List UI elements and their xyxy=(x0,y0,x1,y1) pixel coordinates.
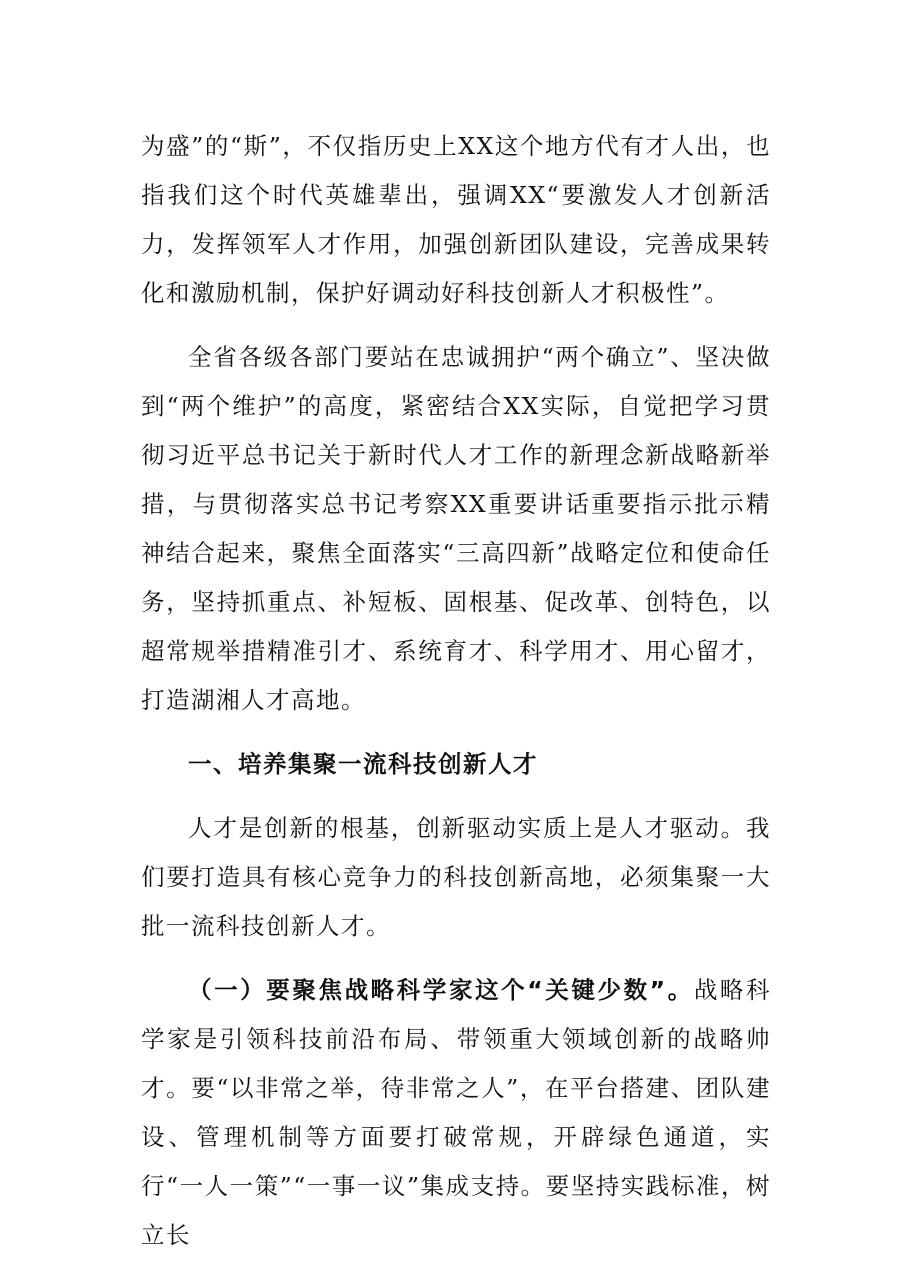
paragraph-provincial-departments: 全省各级各部门要站在忠诚拥护“两个确立”、坚决做到“两个维护”的高度，紧密结合XX实际，自觉把学习贯彻习近平总书记关于新时代人才工作的新理念新战略新举措，与贯彻落实总书记考察XX重要讲话重要指示批示精神结合起来，聚焦全面落实“三高四新”战略定位和使命任务，坚持抓重点、补短板、固根基、促改革、创特色，以超常规举措精准引才、系统育才、科学用才、用心留才，打造湖湘人才高地。 xyxy=(141,343,771,714)
subsection-body: 战略科学家是引领科技前沿布局、带领重大领域创新的战略帅才。要“以非常之举，待非常之人”，在平台搭建、团队建设、管理机制等方面要打破常规，开辟绿色通道，实行“一人一策”“一事一议”集成支持。要坚持实践标准，树立长 xyxy=(141,976,772,1249)
paragraph-talent-foundation: 人才是创新的根基，创新驱动实质上是人才驱动。我们要打造具有核心竞争力的科技创新高地，必须集聚一大批一流科技创新人才。 xyxy=(141,814,771,940)
paragraph-strategic-scientists xyxy=(141,966,771,1260)
subsection-lead: （一）要聚焦战略科学家这个“关键少数”。 xyxy=(188,976,694,1004)
section-heading-1: 一、培养集聚一流科技创新人才 xyxy=(188,750,538,778)
paragraph-continuation: 为盛”的“斯”，不仅指历史上XX这个地方代有才人出，也指我们这个时代英雄辈出，强调XX“要激发人才创新活力，发挥领军人才作用，加强创新团队建设，完善成果转化和激励机制，保护好调动好科技创新人才积极性”。 xyxy=(141,132,771,307)
document-body xyxy=(141,122,771,1275)
